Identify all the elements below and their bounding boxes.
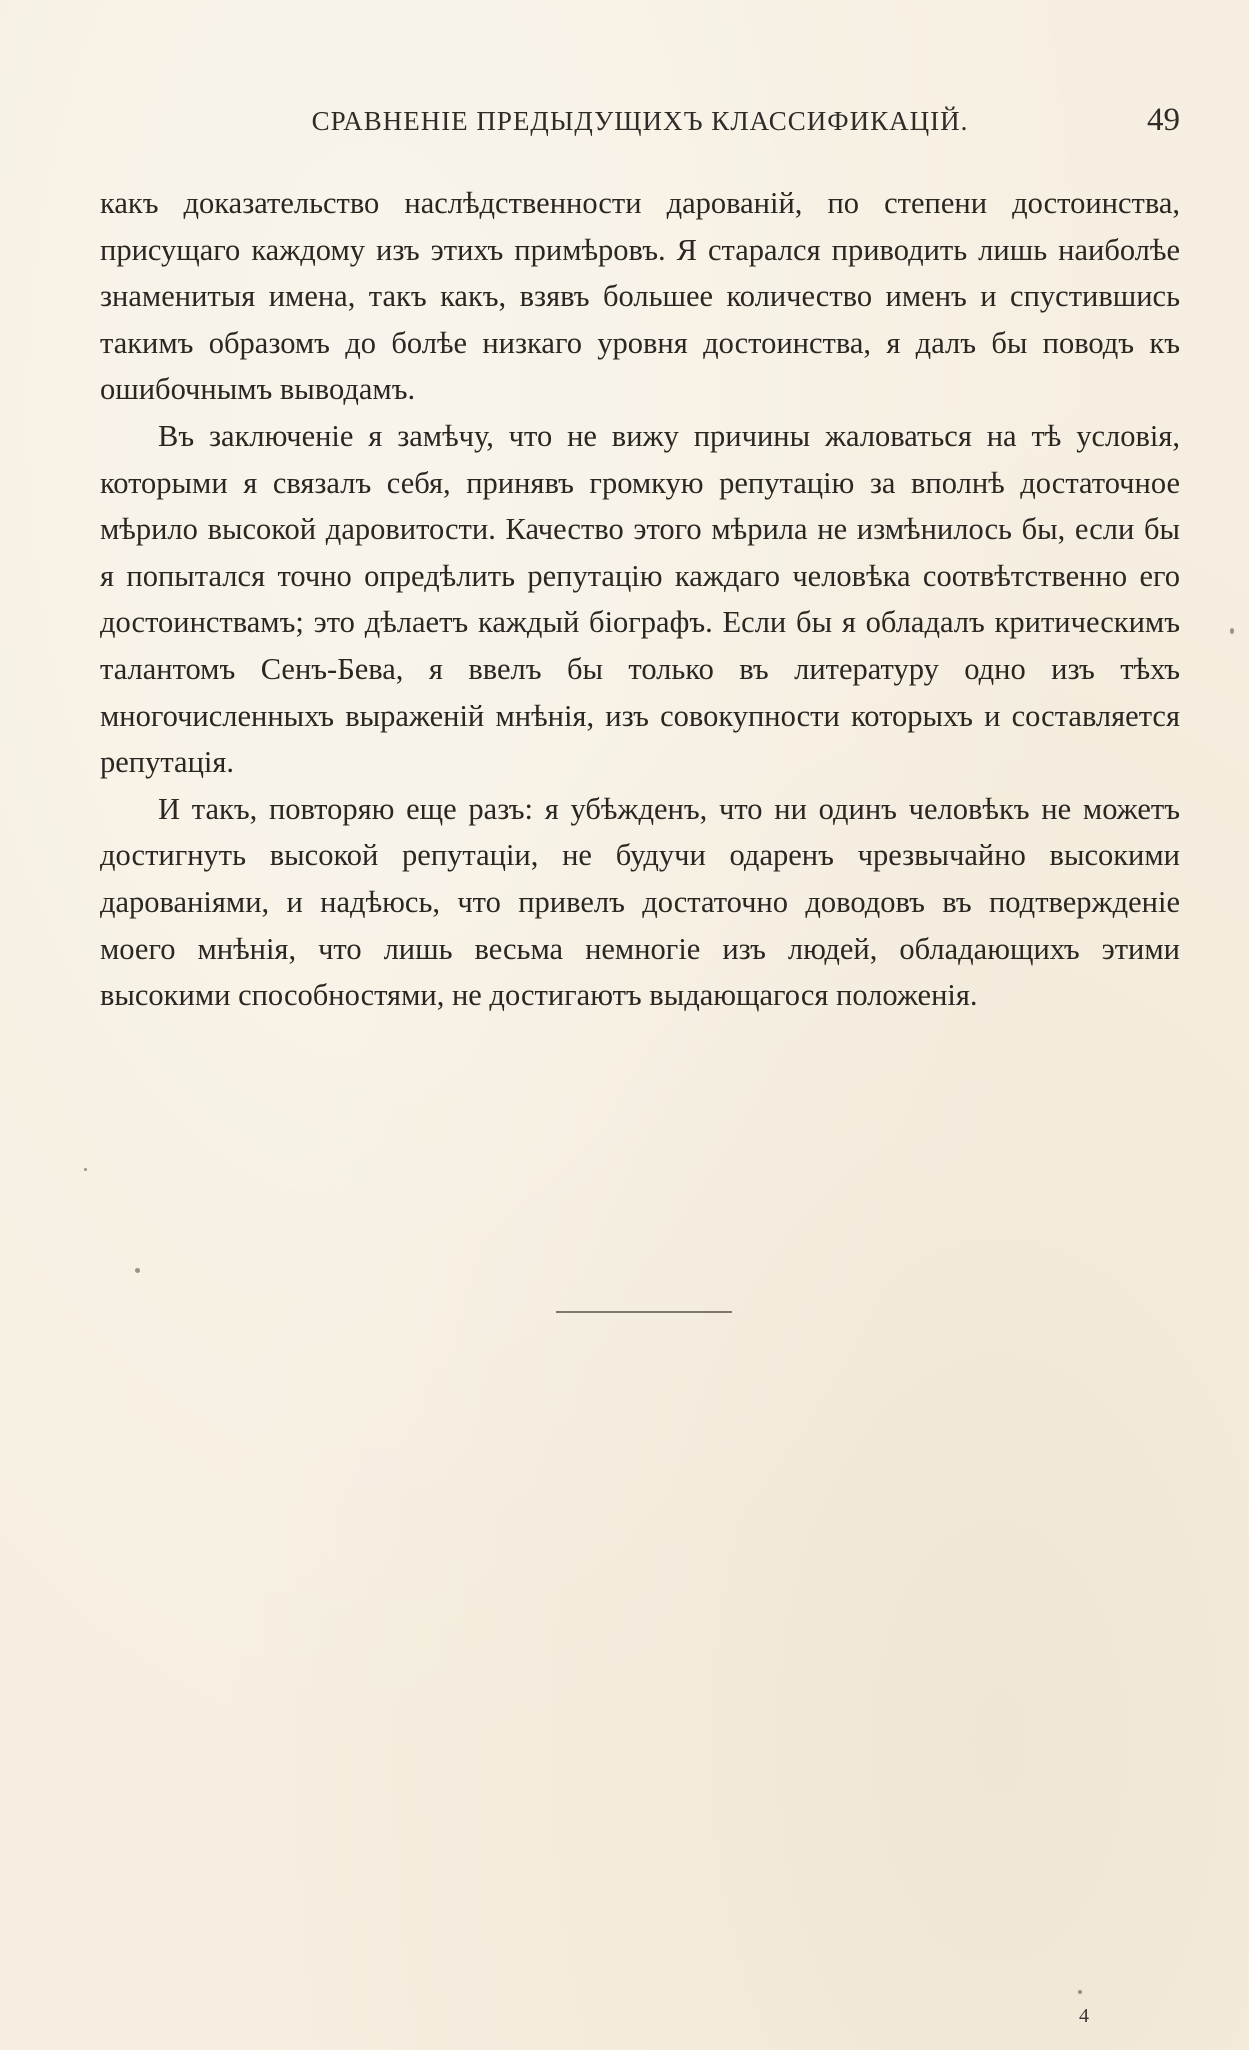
body-text [100, 180, 1180, 1019]
page-header [100, 102, 1180, 142]
paragraph-final: И такъ, повторяю еще разъ: я убѣжденъ, что ни одинъ человѣкъ не можетъ достигнуть высокой репутаціи, не будучи одаренъ чрезвычайно высокими дарованіями, и надѣюсь, что привелъ достаточно доводовъ въ подтвержденіе моего мнѣнія, что лишь весьма немногіе изъ людей, обладающихъ этими высокими способностями, не достигаютъ выдающагося положенія. [100, 791, 1180, 1013]
paper-speck [1078, 1990, 1082, 1994]
running-title: СРАВНЕНІЕ ПРЕДЫДУЩИХЪ КЛАССИФИКАЦІЙ. [311, 106, 969, 136]
section-end-rule [556, 1311, 732, 1313]
paper-speck [1230, 628, 1234, 634]
paragraph-conclusion: Въ заключеніе я замѣчу, что не вижу причины жаловаться на тѣ условія, которыми я связалъ себя, принявъ громкую репутацію за вполнѣ достаточное мѣрило высокой даровитости. Качество этого мѣрила не измѣнилось бы, если бы я попытался точно опредѣлить репутацію каждаго человѣка соотвѣтственно его достоинствамъ; это дѣлаетъ каждый біографъ. Если бы я обладалъ критическимъ талантомъ Сенъ-Бева, я ввелъ бы только въ литературу одно изъ тѣхъ многочисленныхъ выраженій мнѣнія, изъ совокупности которыхъ и составляется репутація. [100, 418, 1180, 780]
paper-speck [135, 1268, 140, 1273]
signature-mark: 4 [1079, 2005, 1089, 2027]
paper-speck [84, 1168, 87, 1171]
page-number: 49 [1147, 102, 1180, 138]
paragraph-continuation: какъ доказательство наслѣдственности дарованій, по степени достоинства, присущаго каждому изъ этихъ примѣровъ. Я старался приводить лишь наиболѣе знаменитыя имена, такъ какъ, взявъ большее количество именъ и спустившись такимъ образомъ до болѣе низкаго уровня достоинства, я далъ бы поводъ къ ошибочнымъ выводамъ. [100, 186, 1180, 407]
